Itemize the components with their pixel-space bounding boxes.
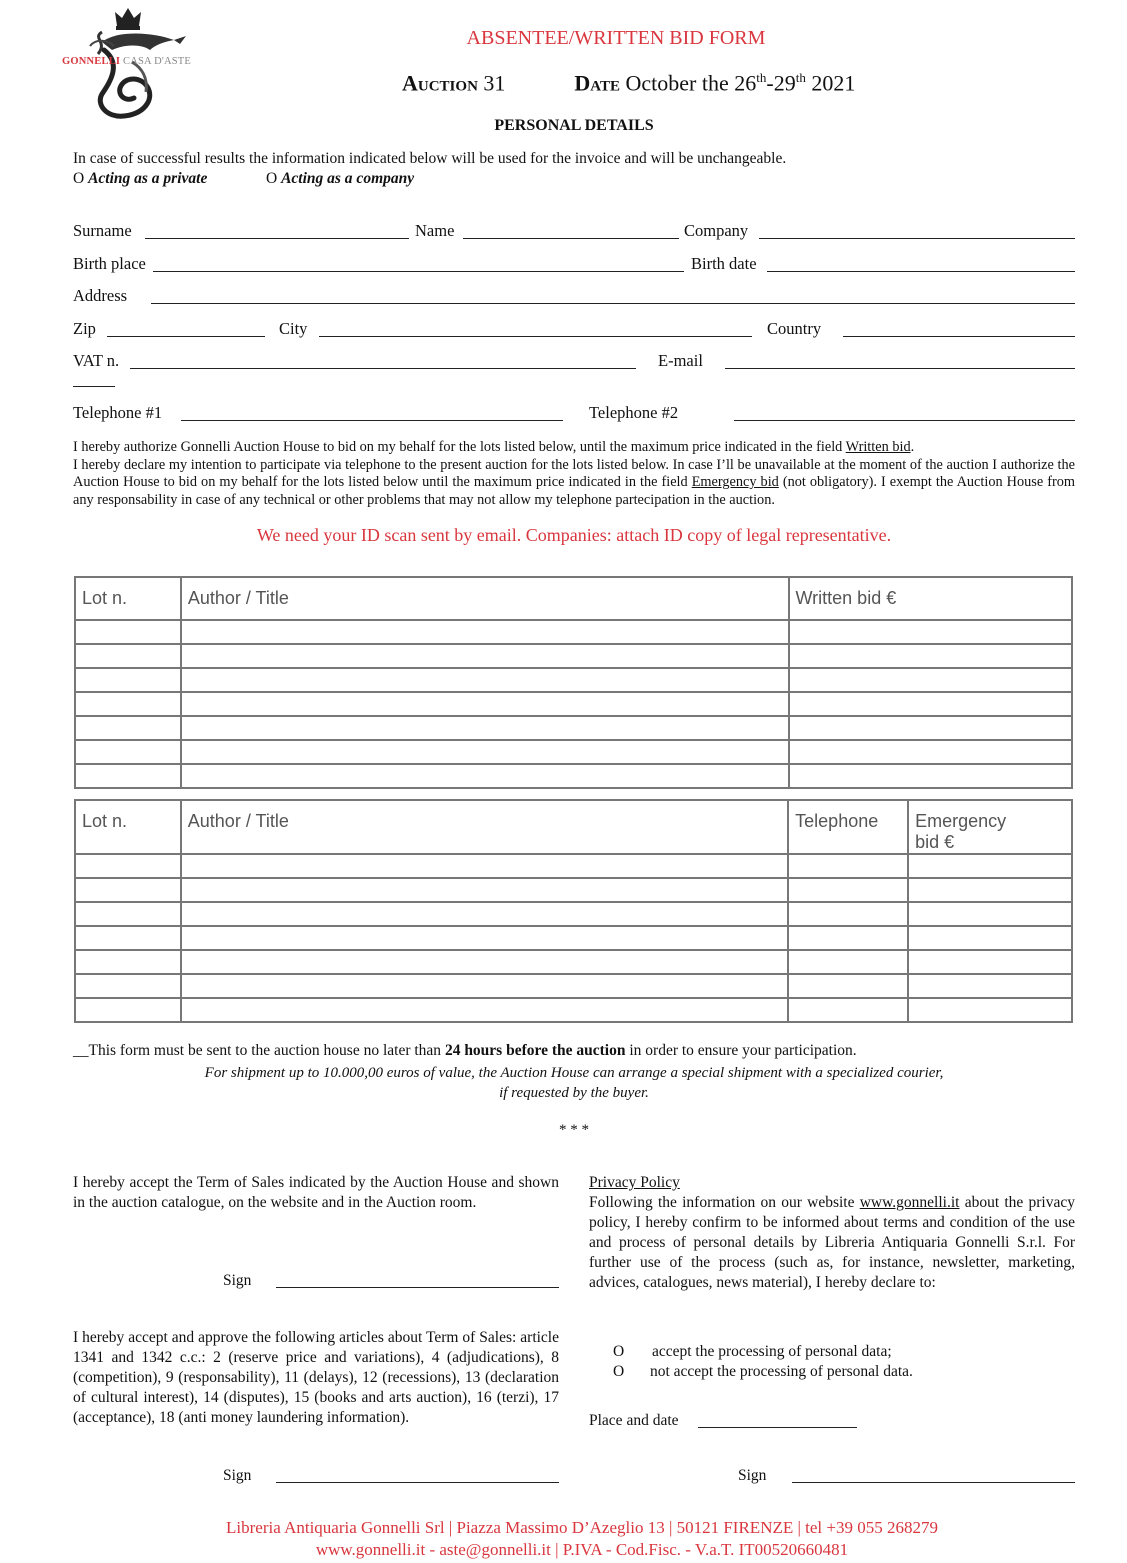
surname-field[interactable] bbox=[145, 238, 409, 239]
author-title-cell[interactable] bbox=[181, 854, 788, 878]
emergency-bid-cell[interactable] bbox=[908, 926, 1072, 950]
city-field[interactable] bbox=[319, 336, 752, 337]
lot-cell[interactable] bbox=[75, 926, 181, 950]
auth-line1-end: . bbox=[910, 439, 915, 455]
header-lot-number: Lot n. bbox=[75, 577, 181, 620]
emergency-bid-cell[interactable] bbox=[908, 950, 1072, 974]
emergency-bid-cell[interactable] bbox=[908, 902, 1072, 926]
author-title-cell[interactable] bbox=[181, 668, 789, 692]
telephone-cell[interactable] bbox=[788, 854, 908, 878]
telephone-table-header bbox=[75, 800, 1072, 854]
header-author-title: Author / Title bbox=[181, 800, 788, 854]
radio-acting-private[interactable] bbox=[73, 170, 207, 188]
author-title-cell[interactable] bbox=[181, 950, 788, 974]
auction-date-line bbox=[402, 70, 855, 96]
radio-acting-company[interactable] bbox=[266, 170, 414, 188]
table-row bbox=[75, 644, 1072, 668]
lot-cell[interactable] bbox=[75, 668, 181, 692]
table-row bbox=[75, 950, 1072, 974]
date-part-2: -29 bbox=[766, 70, 796, 96]
author-title-cell[interactable] bbox=[181, 902, 788, 926]
signature-field-2[interactable] bbox=[276, 1482, 559, 1483]
written-table-header bbox=[75, 577, 1072, 620]
name-field[interactable] bbox=[463, 238, 679, 239]
place-date-field[interactable] bbox=[698, 1427, 857, 1428]
auth-line2-end: (not obligatory). I exempt the Auction House from any responsability in case of any technical or other problems that may not allow my telephone partecipation in the auction. bbox=[73, 474, 1075, 508]
telephone-bid-table bbox=[74, 799, 1073, 1023]
lot-cell[interactable] bbox=[75, 692, 181, 716]
written-bid-ref: Written bid bbox=[845, 439, 911, 455]
email-field[interactable] bbox=[725, 368, 1075, 369]
date-part-1: October the 26 bbox=[625, 70, 757, 96]
zip-field[interactable] bbox=[107, 336, 265, 337]
telephone-1-field[interactable] bbox=[181, 420, 563, 421]
option-accept-label: accept the processing of personal data; bbox=[651, 1343, 892, 1360]
emergency-bid-cell[interactable] bbox=[908, 878, 1072, 902]
lot-cell[interactable] bbox=[75, 998, 181, 1022]
option-not-accept-label: not accept the processing of personal data. bbox=[649, 1363, 913, 1380]
telephone-cell[interactable] bbox=[788, 974, 908, 998]
author-title-cell[interactable] bbox=[181, 926, 788, 950]
sign-label-3: Sign bbox=[738, 1467, 767, 1484]
emergency-bid-cell[interactable] bbox=[908, 998, 1072, 1022]
author-title-cell[interactable] bbox=[181, 644, 789, 668]
date-part-3: 2021 bbox=[805, 70, 856, 96]
auction-label: Auction bbox=[402, 70, 478, 96]
radio-circle-company[interactable]: O bbox=[266, 170, 278, 187]
birth-place-label: Birth place bbox=[73, 254, 146, 273]
privacy-policy-text bbox=[589, 1193, 1075, 1293]
city-label: City bbox=[279, 319, 308, 338]
birth-place-field[interactable] bbox=[153, 271, 684, 272]
table-row bbox=[75, 854, 1072, 878]
deadline-emphasis: 24 hours before the auction bbox=[444, 1042, 626, 1059]
author-title-cell[interactable] bbox=[181, 764, 789, 788]
table-row bbox=[75, 740, 1072, 764]
authorization-text bbox=[73, 439, 1075, 509]
telephone-cell[interactable] bbox=[788, 878, 908, 902]
header-telephone: Telephone bbox=[788, 800, 908, 854]
company-field[interactable] bbox=[759, 238, 1075, 239]
accept-terms-text: I hereby accept the Term of Sales indicated by the Auction House and shown in the auction catalogue, on the website and in the Auction room. bbox=[73, 1174, 559, 1211]
table-row bbox=[75, 668, 1072, 692]
author-title-cell[interactable] bbox=[181, 740, 789, 764]
country-field[interactable] bbox=[843, 336, 1075, 337]
emergency-bid-cell[interactable] bbox=[908, 974, 1072, 998]
emergency-bid-cell[interactable] bbox=[908, 854, 1072, 878]
table-row bbox=[75, 902, 1072, 926]
radio-accept-mark[interactable]: O bbox=[613, 1343, 625, 1360]
radio-not-accept-mark[interactable]: O bbox=[613, 1363, 625, 1380]
privacy-text-end: about the privacy policy, I hereby confirm to be informed about terms and condition of the use and process of personal details by Libreria Antiquaria Gonnelli S.r.l. For further use of the process (such as, for instance, newsletter, marketing, advices, catalogues, news material), I hereby declare to: bbox=[589, 1194, 1075, 1291]
author-title-cell[interactable] bbox=[181, 716, 789, 740]
signature-field-3[interactable] bbox=[792, 1482, 1075, 1483]
deadline-prefix: __This form must be sent to the auction house no later than bbox=[73, 1042, 445, 1059]
birth-date-field[interactable] bbox=[767, 271, 1075, 272]
written-bid-cell[interactable] bbox=[789, 764, 1073, 788]
radio-label-company: Acting as a company bbox=[281, 170, 415, 187]
table-row bbox=[75, 692, 1072, 716]
lot-cell[interactable] bbox=[75, 716, 181, 740]
sign-label-1: Sign bbox=[223, 1272, 252, 1289]
logo-sub-text: CASA D'ASTE bbox=[123, 56, 192, 67]
written-bid-cell[interactable] bbox=[789, 740, 1073, 764]
zip-label: Zip bbox=[73, 319, 96, 338]
auth-line2-text: I hereby declare my intention to participate via telephone to the present auction for the lots listed below. In case I’ll be unavailable at the moment of the auction I authorize the Auction House to bid on my behalf for the lots listed below until the maximum price indicated in the field bbox=[73, 456, 1075, 491]
footer-address: Libreria Antiquaria Gonnelli Srl | Piazza Massimo D’Azeglio 13 | 50121 FIRENZE | tel +39 055 268279 bbox=[226, 1518, 938, 1537]
id-scan-notice: We need your ID scan sent by email. Companies: attach ID copy of legal representative. bbox=[256, 525, 892, 545]
website-link[interactable]: www.gonnelli.it bbox=[859, 1194, 960, 1211]
address-field[interactable] bbox=[151, 303, 1075, 304]
lot-cell[interactable] bbox=[75, 764, 181, 788]
header-written-bid: Written bid € bbox=[789, 577, 1073, 620]
telephone-cell[interactable] bbox=[788, 926, 908, 950]
lot-cell[interactable] bbox=[75, 902, 181, 926]
table-row bbox=[75, 764, 1072, 788]
telephone-2-label: Telephone #2 bbox=[589, 403, 679, 422]
vat-field[interactable] bbox=[130, 368, 636, 369]
shipment-line-2: if requested by the buyer. bbox=[499, 1085, 649, 1101]
option-not-accept-processing[interactable] bbox=[613, 1362, 913, 1382]
table-row bbox=[75, 716, 1072, 740]
vat-continuation-line bbox=[73, 386, 115, 387]
date-label: Date bbox=[574, 70, 621, 96]
invoice-intro-text: In case of successful results the information indicated below will be used for the invoice and will be unchangeable. bbox=[73, 150, 787, 167]
name-label: Name bbox=[415, 221, 455, 240]
address-label: Address bbox=[73, 286, 128, 305]
option-accept-processing[interactable] bbox=[613, 1342, 892, 1362]
vat-label: VAT n. bbox=[73, 351, 120, 370]
date-sup-2: th bbox=[795, 70, 806, 85]
shipment-line-1: For shipment up to 10.000,00 euros of value, the Auction House can arrange a special shipment with a specialized courier, bbox=[204, 1065, 944, 1081]
accept-articles-text: I hereby accept and approve the following articles about Term of Sales: article 1341 and 1342 c.c.: 2 (reserve price and variations), 4 (adjudications), 8 (competition), 9 (responsability), 11 (delays), 12 (recessions), 13 (declaration of cultural interest), 14 (disputes), 15 (books and arts auction), 16 (terzi), 17 (acceptance), 18 (anti money laundering information). bbox=[73, 1329, 559, 1426]
personal-details-title: PERSONAL DETAILS bbox=[494, 117, 654, 134]
written-bid-cell[interactable] bbox=[789, 668, 1073, 692]
form-title: ABSENTEE/WRITTEN BID FORM bbox=[466, 27, 766, 49]
email-label: E-mail bbox=[658, 351, 703, 370]
surname-label: Surname bbox=[73, 221, 132, 240]
auth-line1-text: I hereby authorize Gonnelli Auction House to bid on my behalf for the lots listed below, until the maximum price indicated in the field bbox=[73, 439, 846, 455]
radio-circle-private[interactable]: O bbox=[73, 170, 85, 187]
gonnelli-logo bbox=[62, 2, 202, 122]
table-row bbox=[75, 926, 1072, 950]
author-title-cell[interactable] bbox=[181, 878, 788, 902]
lot-cell[interactable] bbox=[75, 644, 181, 668]
country-label: Country bbox=[767, 319, 822, 338]
privacy-text-start: Following the information on our website bbox=[589, 1194, 860, 1211]
author-title-cell[interactable] bbox=[181, 620, 789, 644]
table-row bbox=[75, 998, 1072, 1022]
telephone-cell[interactable] bbox=[788, 998, 908, 1022]
author-title-cell[interactable] bbox=[181, 974, 788, 998]
birth-date-label: Birth date bbox=[691, 254, 757, 273]
radio-label-private: Acting as a private bbox=[88, 170, 208, 187]
date-sup-1: th bbox=[756, 70, 767, 85]
lot-cell[interactable] bbox=[75, 620, 181, 644]
header-author-title: Author / Title bbox=[181, 577, 789, 620]
header-emergency-bid: Emergency bid € bbox=[908, 800, 1072, 854]
deadline-notice bbox=[73, 1042, 1075, 1060]
table-row bbox=[75, 878, 1072, 902]
written-bid-table bbox=[74, 576, 1073, 789]
table-row bbox=[75, 620, 1072, 644]
auction-number: 31 bbox=[483, 70, 506, 96]
emergency-bid-ref: Emergency bid bbox=[691, 474, 779, 491]
telephone-2-field[interactable] bbox=[734, 420, 1075, 421]
author-title-cell[interactable] bbox=[181, 692, 789, 716]
shipment-note bbox=[0, 1063, 1127, 1103]
written-bid-cell[interactable] bbox=[789, 644, 1073, 668]
place-date-label: Place and date bbox=[589, 1412, 679, 1429]
signature-field-1[interactable] bbox=[276, 1287, 559, 1288]
company-label: Company bbox=[684, 221, 749, 240]
telephone-cell[interactable] bbox=[788, 950, 908, 974]
header-lot-number: Lot n. bbox=[75, 800, 181, 854]
footer-contacts: www.gonnelli.it - aste@gonnelli.it | P.IVA - Cod.Fisc. - V.a.T. IT00520660481 bbox=[315, 1540, 849, 1559]
written-bid-cell[interactable] bbox=[789, 716, 1073, 740]
lot-cell[interactable] bbox=[75, 854, 181, 878]
sign-label-2: Sign bbox=[223, 1467, 252, 1484]
written-bid-cell[interactable] bbox=[789, 620, 1073, 644]
lot-cell[interactable] bbox=[75, 974, 181, 998]
table-row bbox=[75, 974, 1072, 998]
lot-cell[interactable] bbox=[75, 878, 181, 902]
logo-brand-text: GONNELLI bbox=[62, 56, 121, 67]
telephone-1-label: Telephone #1 bbox=[73, 403, 163, 422]
written-bid-cell[interactable] bbox=[789, 692, 1073, 716]
section-separator: * * * bbox=[559, 1122, 589, 1138]
privacy-policy-title: Privacy Policy bbox=[589, 1174, 680, 1191]
author-title-cell[interactable] bbox=[181, 998, 788, 1022]
lot-cell[interactable] bbox=[75, 740, 181, 764]
telephone-cell[interactable] bbox=[788, 902, 908, 926]
lot-cell[interactable] bbox=[75, 950, 181, 974]
deadline-suffix: in order to ensure your participation. bbox=[625, 1042, 857, 1059]
